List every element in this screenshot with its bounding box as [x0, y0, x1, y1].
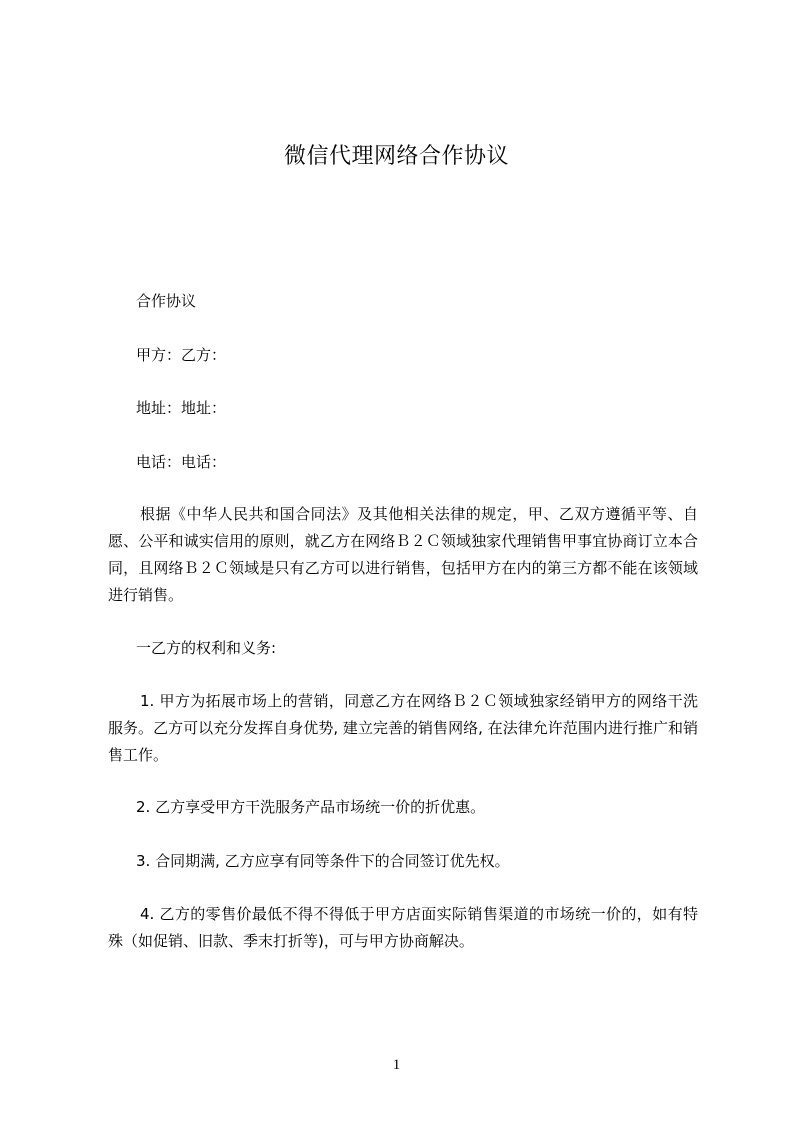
clause-2: 2. 乙方享受甲方干洗服务产品市场统一价的折优惠。	[136, 798, 486, 816]
party-line: 甲方：乙方：	[136, 346, 227, 364]
agreement-heading: 合作协议	[136, 292, 197, 310]
page-number: 1	[392, 1057, 401, 1073]
clause-4: 4. 乙方的零售价最低不得不得低于甲方店面实际销售渠道的市场统一价的，如有特殊（如促销、旧款、季末打折等)，可与甲方协商解决。	[108, 905, 698, 950]
section-title-rights-obligations: 一乙方的权利和义务:	[136, 639, 277, 657]
address-line: 地址：地址：	[136, 399, 227, 417]
clause-1: 1. 甲方为拓展市场上的营销，同意乙方在网络Ｂ２Ｃ领域独家经销甲方的网络干洗服务。乙方可以充分发挥自身优势, 建立完善的销售网络, 在法律允许范围内进行推广和销售工作。	[108, 692, 698, 764]
clause-3: 3. 合同期满, 乙方应享有同等条件下的合同签订优先权。	[136, 852, 510, 870]
phone-line: 电话：电话：	[136, 453, 227, 471]
document-title: 微信代理网络合作协议	[283, 144, 509, 169]
intro-paragraph: 根据《中华人民共和国合同法》及其他相关法律的规定，甲、乙双方遵循平等、自愿、公平和诚实信用的原则，就乙方在网络Ｂ２Ｃ领域独家代理销售甲事宜协商订立本合同，且网络Ｂ２Ｃ领域是只有乙方可以进行销售，包括甲方在内的第三方都不能在该领域进行销售。	[108, 505, 698, 604]
